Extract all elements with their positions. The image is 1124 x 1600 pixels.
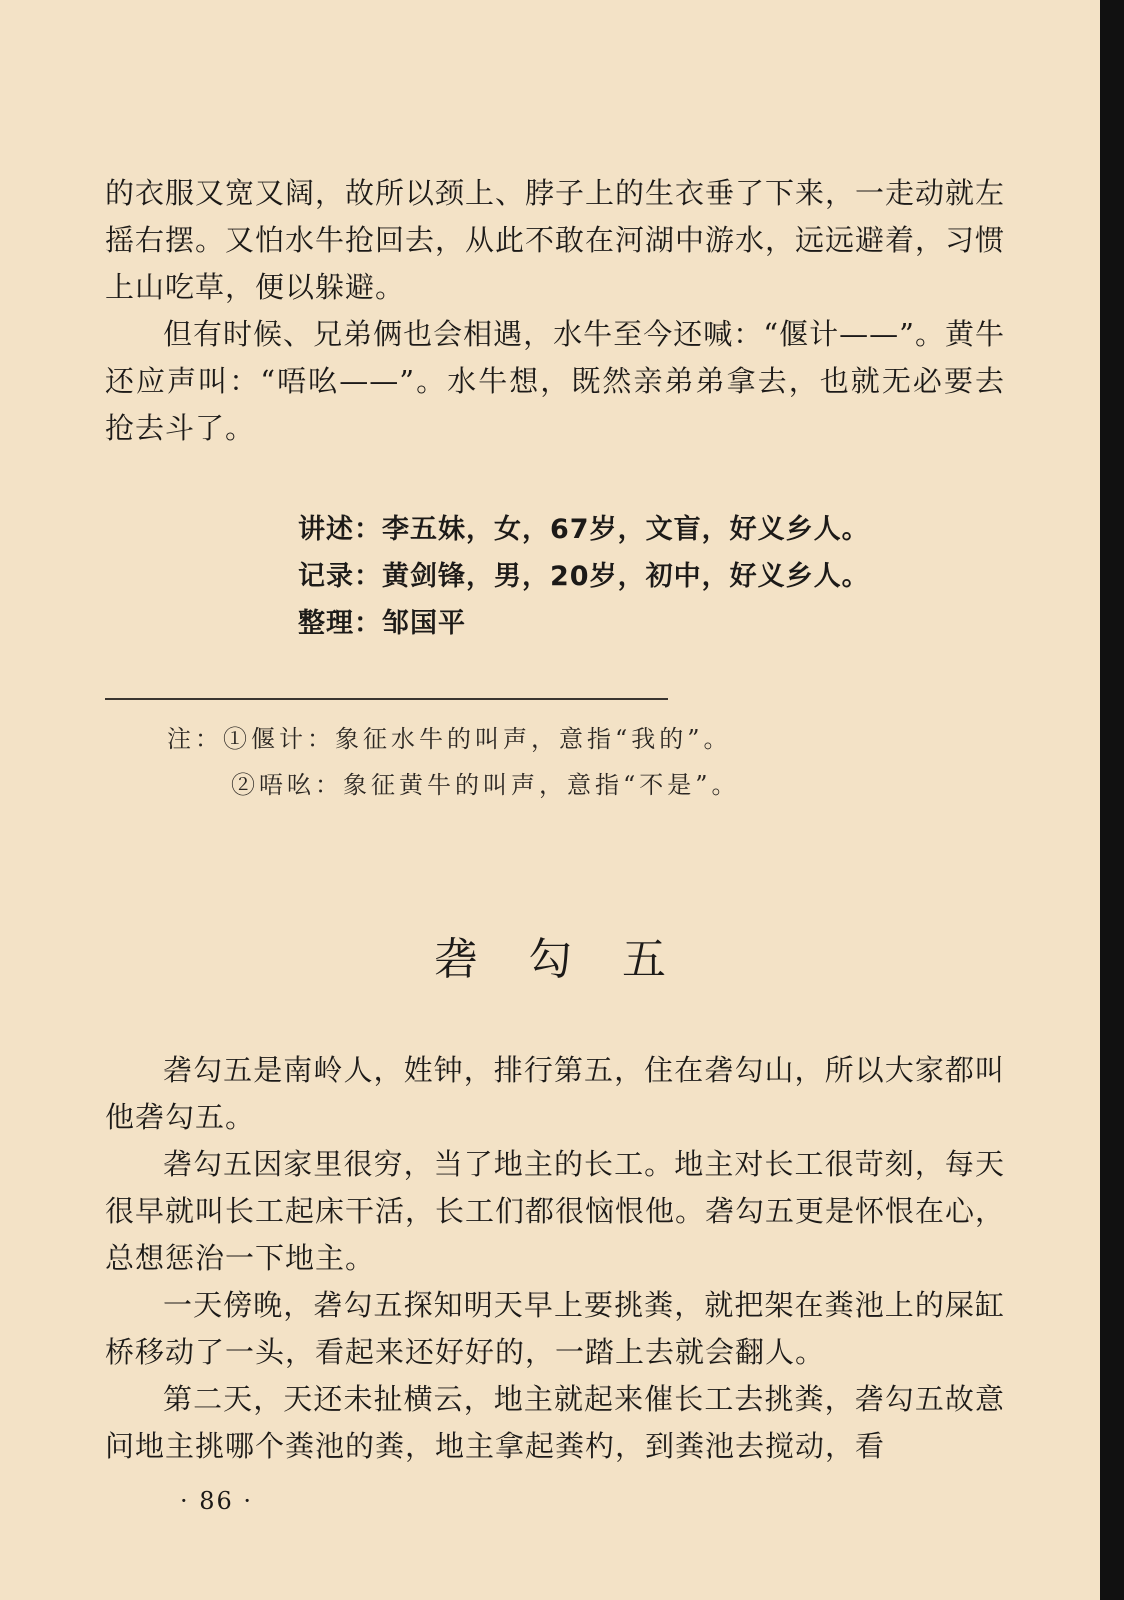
story-credits bbox=[298, 506, 998, 647]
editor-credit: 整理：邹国平 bbox=[298, 608, 466, 639]
story-body bbox=[105, 1047, 1005, 1470]
narrator-credit: 讲述：李五妹，女，67岁，文盲，好义乡人。 bbox=[298, 514, 870, 545]
footnote-divider bbox=[105, 698, 668, 700]
footnote-1: 注：①偃计：象征水牛的叫声，意指“我的”。 bbox=[167, 725, 732, 753]
body-paragraph: 砻勾五因家里很穷，当了地主的长工。地主对长工很苛刻，每天很早就叫长工起床干活，长工们都很恼恨他。砻勾五更是怀恨在心，总想惩治一下地主。 bbox=[105, 1147, 1006, 1275]
recorder-credit: 记录：黄剑锋，男，20岁，初中，好义乡人。 bbox=[298, 561, 870, 592]
body-paragraph: 砻勾五是南岭人，姓钟，排行第五，住在砻勾山，所以大家都叫他砻勾五。 bbox=[105, 1053, 1005, 1134]
body-paragraph: 的衣服又宽又阔，故所以颈上、脖子上的生衣垂了下来，一走动就左摇右摆。又怕水牛抢回去，从此不敢在河湖中游水，远远避着，习惯上山吃草，便以躲避。 bbox=[105, 176, 1006, 304]
footnotes bbox=[167, 716, 967, 808]
scan-edge bbox=[1100, 0, 1124, 1600]
page-number: · 86 · bbox=[180, 1487, 254, 1515]
body-paragraph: 但有时候、兄弟俩也会相遇，水牛至今还喊：“偃计——”。黄牛还应声叫：“唔吆——”。水牛想，既然亲弟弟拿去，也就无必要去抢去斗了。 bbox=[105, 317, 1005, 445]
story-title: 砻勾五 bbox=[434, 934, 716, 985]
body-paragraph: 一天傍晚，砻勾五探知明天早上要挑粪，就把架在粪池上的屎缸桥移动了一头，看起来还好好的，一踏上去就会翻人。 bbox=[105, 1288, 1005, 1369]
body-paragraph: 第二天，天还未扯横云，地主就起来催长工去挑粪，砻勾五故意问地主挑哪个粪池的粪，地主拿起粪杓，到粪池去搅动，看 bbox=[105, 1382, 1005, 1463]
previous-story-ending bbox=[105, 170, 1005, 452]
footnote-2: ②唔吆：象征黄牛的叫声，意指“不是”。 bbox=[231, 771, 740, 799]
